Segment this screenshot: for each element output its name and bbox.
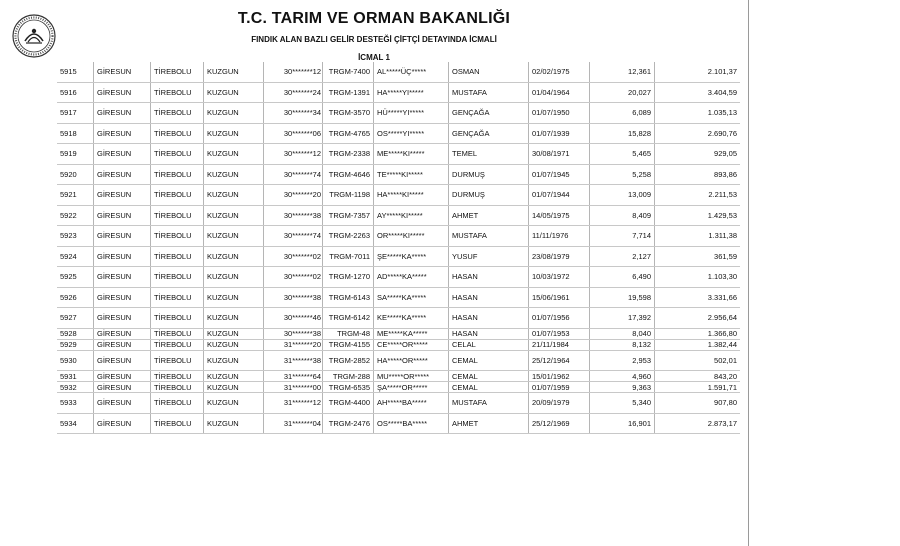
record-code-cell: TRGM-4646 (323, 164, 374, 185)
village-cell: KUZGUN (204, 82, 264, 103)
province-cell: GİRESUN (94, 371, 151, 382)
area-cell: 9,363 (590, 382, 655, 393)
father-name-cell: MUSTAFA (449, 226, 529, 247)
area-cell: 2,127 (590, 246, 655, 267)
id-number-cell: 31*******64 (264, 371, 323, 382)
province-cell: GİRESUN (94, 246, 151, 267)
father-name-cell: AHMET (449, 205, 529, 226)
province-cell: GİRESUN (94, 123, 151, 144)
district-cell: TİREBOLU (151, 82, 204, 103)
district-cell: TİREBOLU (151, 393, 204, 414)
amount-cell: 1.311,38 (655, 226, 741, 247)
row-number: 5930 (57, 350, 94, 371)
village-cell: KUZGUN (204, 144, 264, 165)
table-row (57, 185, 740, 206)
page-subtitle: FINDIK ALAN BAZLI GELİR DESTEĞİ ÇİFTÇİ DETAYINDA İCMALİ (251, 35, 497, 44)
id-number-cell: 31*******12 (264, 393, 323, 414)
record-code-cell: TRGM-1391 (323, 82, 374, 103)
area-cell: 15,828 (590, 123, 655, 144)
district-cell: TİREBOLU (151, 123, 204, 144)
id-number-cell: 31*******04 (264, 413, 323, 434)
father-name-cell: HASAN (449, 267, 529, 288)
birth-date-cell: 20/09/1979 (529, 393, 590, 414)
amount-cell: 3.331,66 (655, 287, 741, 308)
village-cell: KUZGUN (204, 226, 264, 247)
birth-date-cell: 01/07/1950 (529, 103, 590, 124)
father-name-cell: TEMEL (449, 144, 529, 165)
name-cell: CE*****OR***** (374, 339, 449, 350)
birth-date-cell: 01/07/1939 (529, 123, 590, 144)
area-cell: 16,901 (590, 413, 655, 434)
birth-date-cell: 02/02/1975 (529, 62, 590, 82)
village-cell: KUZGUN (204, 350, 264, 371)
name-cell: SA*****KA***** (374, 287, 449, 308)
row-number: 5916 (57, 82, 94, 103)
id-number-cell: 30*******74 (264, 164, 323, 185)
area-cell: 6,490 (590, 267, 655, 288)
record-code-cell: TRGM-6535 (323, 382, 374, 393)
table-row (57, 164, 740, 185)
id-number-cell: 30*******38 (264, 287, 323, 308)
birth-date-cell: 01/07/1944 (529, 185, 590, 206)
birth-date-cell: 23/08/1979 (529, 246, 590, 267)
birth-date-cell: 01/07/1959 (529, 382, 590, 393)
amount-cell: 2.956,64 (655, 308, 741, 329)
area-cell: 19,598 (590, 287, 655, 308)
father-name-cell: MUSTAFA (449, 393, 529, 414)
amount-cell: 361,59 (655, 246, 741, 267)
row-number: 5934 (57, 413, 94, 434)
village-cell: KUZGUN (204, 246, 264, 267)
row-number: 5933 (57, 393, 94, 414)
id-number-cell: 30*******02 (264, 267, 323, 288)
id-number-cell: 31*******38 (264, 350, 323, 371)
area-cell: 6,089 (590, 103, 655, 124)
farmer-table (57, 62, 740, 434)
village-cell: KUZGUN (204, 328, 264, 339)
record-code-cell: TRGM-3570 (323, 103, 374, 124)
amount-cell: 893,86 (655, 164, 741, 185)
birth-date-cell: 11/11/1976 (529, 226, 590, 247)
village-cell: KUZGUN (204, 62, 264, 82)
name-cell: HA*****YI***** (374, 82, 449, 103)
amount-cell: 1.429,53 (655, 205, 741, 226)
name-cell: TE*****KI***** (374, 164, 449, 185)
id-number-cell: 30*******38 (264, 205, 323, 226)
district-cell: TİREBOLU (151, 267, 204, 288)
name-cell: ME*****KI***** (374, 144, 449, 165)
id-number-cell: 30*******12 (264, 62, 323, 82)
father-name-cell: OSMAN (449, 62, 529, 82)
province-cell: GİRESUN (94, 226, 151, 247)
province-cell: GİRESUN (94, 205, 151, 226)
record-code-cell: TRGM-7357 (323, 205, 374, 226)
name-cell: HÜ*****YI***** (374, 103, 449, 124)
father-name-cell: HASAN (449, 308, 529, 329)
id-number-cell: 30*******20 (264, 185, 323, 206)
amount-cell: 843,20 (655, 371, 741, 382)
father-name-cell: DURMUŞ (449, 185, 529, 206)
area-cell: 5,258 (590, 164, 655, 185)
record-code-cell: TRGM-4155 (323, 339, 374, 350)
name-cell: ŞA*****OR***** (374, 382, 449, 393)
area-cell: 17,392 (590, 308, 655, 329)
id-number-cell: 31*******00 (264, 382, 323, 393)
row-number: 5918 (57, 123, 94, 144)
name-cell: ŞE*****KA***** (374, 246, 449, 267)
birth-date-cell: 10/03/1972 (529, 267, 590, 288)
area-cell: 8,132 (590, 339, 655, 350)
name-cell: ME*****KA***** (374, 328, 449, 339)
birth-date-cell: 30/08/1971 (529, 144, 590, 165)
district-cell: TİREBOLU (151, 371, 204, 382)
area-cell: 7,714 (590, 226, 655, 247)
row-number: 5927 (57, 308, 94, 329)
id-number-cell: 30*******34 (264, 103, 323, 124)
id-number-cell: 31*******20 (264, 339, 323, 350)
amount-cell: 2.690,76 (655, 123, 741, 144)
page-edge (748, 0, 749, 546)
village-cell: KUZGUN (204, 371, 264, 382)
district-cell: TİREBOLU (151, 339, 204, 350)
record-code-cell: TRGM-1198 (323, 185, 374, 206)
name-cell: AY*****KI***** (374, 205, 449, 226)
father-name-cell: YUSUF (449, 246, 529, 267)
row-number: 5925 (57, 267, 94, 288)
row-number: 5919 (57, 144, 94, 165)
name-cell: MU*****OR***** (374, 371, 449, 382)
village-cell: KUZGUN (204, 267, 264, 288)
name-cell: HA*****KI***** (374, 185, 449, 206)
record-code-cell: TRGM-6143 (323, 287, 374, 308)
area-cell: 8,040 (590, 328, 655, 339)
father-name-cell: HASAN (449, 328, 529, 339)
area-cell: 8,409 (590, 205, 655, 226)
record-code-cell: TRGM-4765 (323, 123, 374, 144)
birth-date-cell: 01/07/1956 (529, 308, 590, 329)
table-row (57, 287, 740, 308)
village-cell: KUZGUN (204, 393, 264, 414)
village-cell: KUZGUN (204, 205, 264, 226)
name-cell: AD*****KA***** (374, 267, 449, 288)
name-cell: OS*****YI***** (374, 123, 449, 144)
record-code-cell: TRGM-6142 (323, 308, 374, 329)
area-cell: 2,953 (590, 350, 655, 371)
province-cell: GİRESUN (94, 164, 151, 185)
amount-cell: 2.873,17 (655, 413, 741, 434)
father-name-cell: CEMAL (449, 371, 529, 382)
name-cell: KE*****KA***** (374, 308, 449, 329)
table-row (57, 103, 740, 124)
table-row (57, 205, 740, 226)
birth-date-cell: 01/04/1964 (529, 82, 590, 103)
name-cell: AL*****ÜÇ***** (374, 62, 449, 82)
father-name-cell: AHMET (449, 413, 529, 434)
district-cell: TİREBOLU (151, 164, 204, 185)
district-cell: TİREBOLU (151, 205, 204, 226)
table-row (57, 328, 740, 339)
row-number: 5928 (57, 328, 94, 339)
row-number: 5920 (57, 164, 94, 185)
page-title: T.C. TARIM VE ORMAN BAKANLIĞI (237, 10, 511, 27)
birth-date-cell: 01/07/1945 (529, 164, 590, 185)
row-number: 5931 (57, 371, 94, 382)
table-row (57, 308, 740, 329)
area-cell: 4,960 (590, 371, 655, 382)
village-cell: KUZGUN (204, 413, 264, 434)
province-cell: GİRESUN (94, 308, 151, 329)
record-code-cell: TRGM-2852 (323, 350, 374, 371)
district-cell: TİREBOLU (151, 308, 204, 329)
id-number-cell: 30*******02 (264, 246, 323, 267)
table-row (57, 246, 740, 267)
row-number: 5921 (57, 185, 94, 206)
row-number: 5924 (57, 246, 94, 267)
area-cell: 12,361 (590, 62, 655, 82)
district-cell: TİREBOLU (151, 62, 204, 82)
id-number-cell: 30*******46 (264, 308, 323, 329)
amount-cell: 502,01 (655, 350, 741, 371)
table-row (57, 82, 740, 103)
id-number-cell: 30*******38 (264, 328, 323, 339)
village-cell: KUZGUN (204, 185, 264, 206)
birth-date-cell: 14/05/1975 (529, 205, 590, 226)
table-row (57, 144, 740, 165)
birth-date-cell: 25/12/1964 (529, 350, 590, 371)
row-number: 5917 (57, 103, 94, 124)
village-cell: KUZGUN (204, 164, 264, 185)
amount-cell: 1.591,71 (655, 382, 741, 393)
row-number: 5922 (57, 205, 94, 226)
table-row (57, 371, 740, 382)
district-cell: TİREBOLU (151, 287, 204, 308)
province-cell: GİRESUN (94, 267, 151, 288)
province-cell: GİRESUN (94, 144, 151, 165)
province-cell: GİRESUN (94, 82, 151, 103)
birth-date-cell: 15/06/1961 (529, 287, 590, 308)
table-row (57, 382, 740, 393)
table-row (57, 226, 740, 247)
father-name-cell: GENÇAĞA (449, 123, 529, 144)
record-code-cell: TRGM-4400 (323, 393, 374, 414)
amount-cell: 1.035,13 (655, 103, 741, 124)
father-name-cell: HASAN (449, 287, 529, 308)
district-cell: TİREBOLU (151, 185, 204, 206)
row-number: 5915 (57, 62, 94, 82)
record-code-cell: TRGM-48 (323, 328, 374, 339)
village-cell: KUZGUN (204, 103, 264, 124)
name-cell: OR*****KI***** (374, 226, 449, 247)
amount-cell: 1.103,30 (655, 267, 741, 288)
village-cell: KUZGUN (204, 339, 264, 350)
amount-cell: 1.382,44 (655, 339, 741, 350)
province-cell: GİRESUN (94, 413, 151, 434)
province-cell: GİRESUN (94, 185, 151, 206)
row-number: 5926 (57, 287, 94, 308)
father-name-cell: CELAL (449, 339, 529, 350)
father-name-cell: MUSTAFA (449, 82, 529, 103)
row-number: 5932 (57, 382, 94, 393)
name-cell: OS*****BA***** (374, 413, 449, 434)
record-code-cell: TRGM-1270 (323, 267, 374, 288)
area-cell: 5,465 (590, 144, 655, 165)
province-cell: GİRESUN (94, 393, 151, 414)
province-cell: GİRESUN (94, 339, 151, 350)
table-row (57, 267, 740, 288)
province-cell: GİRESUN (94, 287, 151, 308)
table-row (57, 62, 740, 82)
record-code-cell: TRGM-2263 (323, 226, 374, 247)
record-code-cell: TRGM-288 (323, 371, 374, 382)
record-code-cell: TRGM-7400 (323, 62, 374, 82)
id-number-cell: 30*******74 (264, 226, 323, 247)
province-cell: GİRESUN (94, 62, 151, 82)
village-cell: KUZGUN (204, 382, 264, 393)
birth-date-cell: 01/07/1953 (529, 328, 590, 339)
province-cell: GİRESUN (94, 350, 151, 371)
id-number-cell: 30*******12 (264, 144, 323, 165)
father-name-cell: CEMAL (449, 350, 529, 371)
table-row (57, 123, 740, 144)
amount-cell: 929,05 (655, 144, 741, 165)
province-cell: GİRESUN (94, 382, 151, 393)
amount-cell: 3.404,59 (655, 82, 741, 103)
name-cell: HA*****OR***** (374, 350, 449, 371)
village-cell: KUZGUN (204, 308, 264, 329)
province-cell: GİRESUN (94, 103, 151, 124)
table-row (57, 413, 740, 434)
record-code-cell: TRGM-2338 (323, 144, 374, 165)
district-cell: TİREBOLU (151, 328, 204, 339)
father-name-cell: CEMAL (449, 382, 529, 393)
record-code-cell: TRGM-2476 (323, 413, 374, 434)
name-cell: AH*****BA***** (374, 393, 449, 414)
father-name-cell: GENÇAĞA (449, 103, 529, 124)
amount-cell: 1.366,80 (655, 328, 741, 339)
district-cell: TİREBOLU (151, 103, 204, 124)
province-cell: GİRESUN (94, 328, 151, 339)
table-row (57, 393, 740, 414)
record-code-cell: TRGM-7011 (323, 246, 374, 267)
row-number: 5929 (57, 339, 94, 350)
table-row (57, 339, 740, 350)
row-number: 5923 (57, 226, 94, 247)
district-cell: TİREBOLU (151, 350, 204, 371)
id-number-cell: 30*******06 (264, 123, 323, 144)
area-cell: 13,009 (590, 185, 655, 206)
section-label: İCMAL 1 (358, 53, 390, 62)
amount-cell: 2.211,53 (655, 185, 741, 206)
area-cell: 20,027 (590, 82, 655, 103)
birth-date-cell: 15/01/1962 (529, 371, 590, 382)
table-row (57, 350, 740, 371)
district-cell: TİREBOLU (151, 226, 204, 247)
village-cell: KUZGUN (204, 123, 264, 144)
district-cell: TİREBOLU (151, 246, 204, 267)
id-number-cell: 30*******24 (264, 82, 323, 103)
birth-date-cell: 25/12/1969 (529, 413, 590, 434)
area-cell: 5,340 (590, 393, 655, 414)
district-cell: TİREBOLU (151, 382, 204, 393)
district-cell: TİREBOLU (151, 413, 204, 434)
district-cell: TİREBOLU (151, 144, 204, 165)
amount-cell: 2.101,37 (655, 62, 741, 82)
father-name-cell: DURMUŞ (449, 164, 529, 185)
birth-date-cell: 21/11/1984 (529, 339, 590, 350)
village-cell: KUZGUN (204, 287, 264, 308)
amount-cell: 907,80 (655, 393, 741, 414)
